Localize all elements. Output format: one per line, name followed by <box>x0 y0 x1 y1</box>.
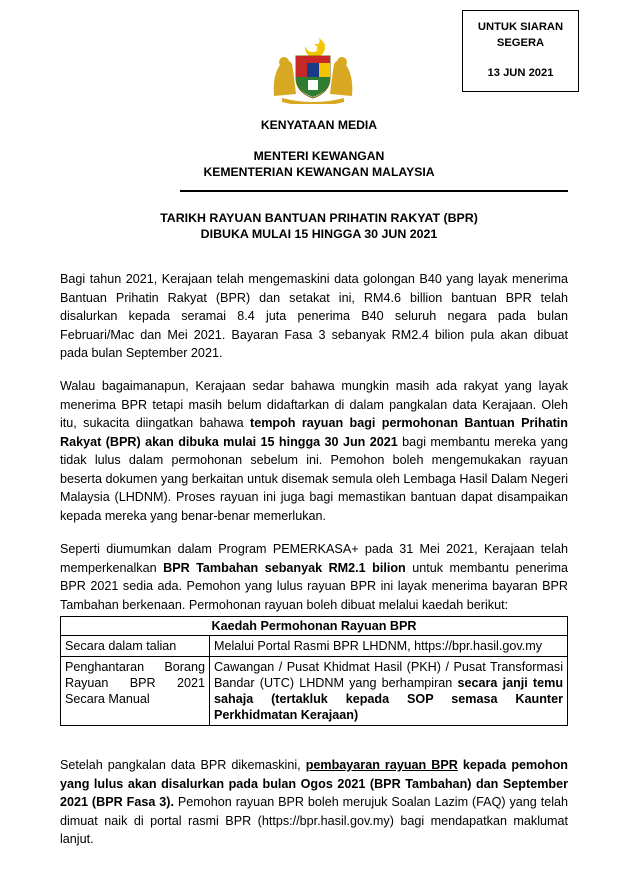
paragraph-1: Bagi tahun 2021, Kerajaan telah mengemaskini data golongan B40 yang layak menerima Bantuan Prihatin Rakyat (BPR) dan setakat ini, RM4.6 billion bantuan BPR telah disalurkan kepada seramai 8.4 juta penerima B40 seluruh negara pada bulan Februari/Mac dan Mei 2021. Bayaran Fasa 3 sebanyak RM2.4 bilion pula akan dibuat pada bulan September 2021. <box>60 272 568 360</box>
paragraph-3-text-a: Seperti diumumkan dalam Program PEMERKASA+ pada 31 Mei 2021, Kerajaan telah memperkenalkan <box>60 542 568 575</box>
payment-schedule-highlight: kepada pemohon yang lulus akan disalurkan pada bulan Ogos 2021 (BPR Tambahan) dan September 2021 (BPR Fasa 3). <box>60 758 568 809</box>
detail-cell: Melalui Portal Rasmi BPR LHDNM, https://bpr.hasil.gov.my <box>210 636 568 657</box>
payment-underline-text: pembayaran rayuan BPR <box>305 758 458 772</box>
release-line-2: SEGERA <box>496 37 545 49</box>
paragraph-3 <box>60 540 568 614</box>
table-row <box>61 657 568 726</box>
paragraph-2-text-a: Walau bagaimanapun, Kerajaan sedar bahawa mungkin masih ada rakyat yang layak menerima BPR tetapi masih belum didaftarkan di dalam pangkalan data Kerajaan. Oleh itu, sukacita diingatkan bahawa <box>60 379 568 430</box>
ministry-heading <box>0 148 638 180</box>
method-cell: Penghantaran Borang Rayuan BPR 2021 Secara Manual <box>61 657 210 726</box>
paragraph-4-text-a: Setelah pangkalan data BPR dikemaskini, <box>60 758 306 772</box>
appeal-method-table <box>60 616 568 726</box>
malaysia-coat-of-arms-icon <box>268 34 358 104</box>
statement-heading: KENYATAAN MEDIA <box>260 118 378 132</box>
method-cell: Secara dalam talian <box>61 636 210 657</box>
paragraph-4 <box>60 756 568 849</box>
divider-line <box>180 190 568 192</box>
detail-cell <box>210 657 568 726</box>
paragraph-3-text-c: untuk membantu penerima BPR 2021 sedia ada. Pemohon yang lulus rayuan BPR ini layak menerima bayaran BPR Tambahan berkenaan. Permohonan rayuan boleh dibuat melalui kaedah berikut: <box>60 560 568 612</box>
release-status-box <box>462 10 579 92</box>
appeal-period-highlight: tempoh rayuan bagi permohonan Bantuan Prihatin Rakyat (BPR) akan dibuka mulai 15 hingga 30 Jun 2021 <box>60 416 568 449</box>
bpr-tambahan-highlight: BPR Tambahan sebanyak RM2.1 bilion <box>163 560 406 575</box>
paragraph-2-text-c: bagi membantu mereka yang tidak lulus dalam permohonan sebelum ini. Pemohon boleh mengemukakan rayuan beserta dokumen yang berkaitan untuk disemak semula oleh Lembaga Hasil Dalam Negeri Malaysia (LHDNM). Proses rayuan ini juga bagi memastikan bantuan dapat disampaikan kepada mereka yang benar-benar memerlukan. <box>60 434 569 523</box>
ministry-label: KEMENTERIAN KEWANGAN MALAYSIA <box>203 165 435 179</box>
title-line-1: TARIKH RAYUAN BANTUAN PRIHATIN RAKYAT (BPR) <box>160 211 478 225</box>
paragraph-4-text-d: Pemohon rayuan BPR boleh merujuk Soalan Lazim (FAQ) yang telah dimuat naik di portal rasmi BPR (https://bpr.hasil.gov.my) bagi mendapatkan maklumat lanjut. <box>60 795 569 846</box>
table-header: Kaedah Permohonan Rayuan BPR <box>61 617 568 636</box>
release-date: 13 JUN 2021 <box>487 67 554 79</box>
title-line-2: DIBUKA MULAI 15 HINGGA 30 JUN 2021 <box>200 227 438 241</box>
minister-label: MENTERI KEWANGAN <box>253 149 385 163</box>
release-line-1: UNTUK SIARAN <box>477 21 564 33</box>
document-title <box>0 210 638 242</box>
detail-bold-text: secara janji temu sahaja (tertakluk kepada SOP semasa Kaunter Perkhidmatan Kerajaan) <box>214 676 564 722</box>
detail-text: Cawangan / Pusat Khidmat Hasil (PKH) / Pusat Transformasi Bandar (UTC) LHDNM yang berhampiran <box>214 660 563 690</box>
paragraph-2 <box>60 377 568 525</box>
table-row <box>61 636 568 657</box>
